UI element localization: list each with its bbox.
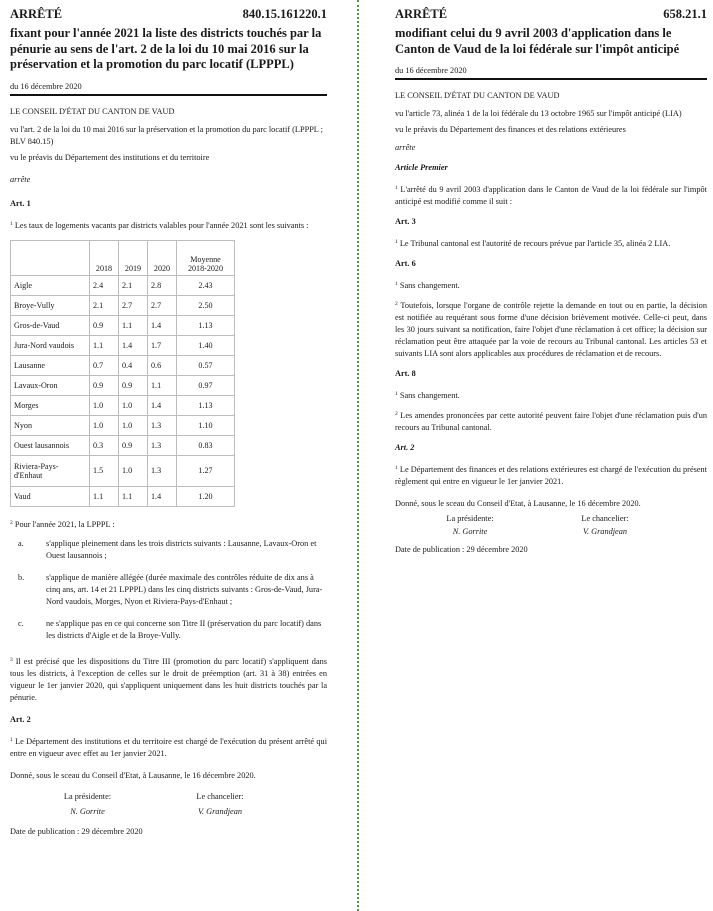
rate-cell: 2.1 [119, 275, 148, 295]
rate-cell: 0.3 [90, 435, 119, 455]
table-row [11, 486, 235, 506]
article-6-paragraph-2: $^2$ Toutefois, lorsque l'organe de contrôle rejette la demande en tout ou en partie, la décision est notifiée au requérant sous forme d'une décision brièvement motivée. Celle-ci peut, dans les 30 jours suivant sa notification, faire l'objet d'une réclamation à cet office; la décision sur réclamation peut être attaquée par la voie de recours au Tribunal cantonal. Les articles 53 et suivants LIA sont alors applicables aux procédures de réclamation et de recours. [395, 301, 707, 358]
decree-title: modifiant celui du 9 avril 2003 d'application dans le Canton de Vaud de la loi fédérale sur l'impôt anticipé [395, 26, 680, 56]
rate-cell: 1.0 [119, 395, 148, 415]
table-row [11, 335, 235, 355]
table-header-cell: 2019 [119, 240, 148, 275]
signature-labels [10, 792, 327, 801]
rate-cell: 1.13 [177, 395, 235, 415]
vacancy-rates-table [10, 240, 235, 507]
list-text: s'applique de manière allégée (durée maximale des contrôles réduite de dix ans à cinq ans, art. 14 et 21 LPPPL) dans les cinq districts suivants : Gros-de-Vaud, Jura-Nord vaudois, Morges, Nyon et Riviera-Pays-d'Enhaut ; [46, 572, 323, 606]
application-list [10, 538, 327, 642]
given-under-seal: Donné, sous le sceau du Conseil d'Etat, à Lausanne, le 16 décembre 2020. [10, 770, 256, 780]
left-decree [10, 0, 327, 838]
rate-cell: 1.0 [90, 395, 119, 415]
decrees: arrête [395, 143, 416, 152]
president-label: La présidente: [446, 514, 494, 523]
article-1-paragraph-2: $^2$ Pour l'année 2021, la LPPPL : [10, 519, 115, 529]
whereas-1: vu l'article 73, alinéa 1 de la loi fédérale du 13 octobre 1965 sur l'impôt anticipé (LIA) [395, 109, 682, 118]
rate-cell: 1.1 [119, 315, 148, 335]
decree-date: du 16 décembre 2020 [395, 66, 707, 80]
article-6-title: Art. 6 [395, 259, 416, 268]
article-2-title: Art. 2 [395, 443, 415, 452]
rate-cell: 1.10 [177, 415, 235, 435]
table-row [11, 315, 235, 335]
list-letter: a. [18, 538, 24, 548]
article-1-paragraph-1: $^1$ Les taux de logements vacants par districts valables pour l'année 2021 sont les suivants : [10, 220, 309, 230]
rate-cell: 1.4 [148, 315, 177, 335]
article-8-paragraph-2: $^2$ Les amendes prononcées par cette autorité peuvent faire l'objet d'une réclamation puis d'un recours au Tribunal cantonal. [395, 411, 707, 432]
president-name: N. Gorrite [70, 806, 105, 816]
district-cell: Morges [11, 395, 90, 415]
whereas-1: vu l'art. 2 de la loi du 10 mai 2016 sur la préservation et la promotion du parc locatif (LPPPL ; BLV 840.15) [10, 124, 323, 146]
chancellor-label: Le chancelier: [581, 514, 629, 523]
chancellor-name: V. Grandjean [197, 806, 243, 816]
district-cell: Broye-Vully [11, 295, 90, 315]
rate-cell: 2.7 [148, 295, 177, 315]
rate-cell: 2.43 [177, 275, 235, 295]
table-row [11, 295, 235, 315]
signature-names [395, 527, 707, 536]
article-2-title: Art. 2 [10, 714, 31, 724]
table-row [11, 415, 235, 435]
rate-cell: 1.1 [148, 375, 177, 395]
table-row [11, 395, 235, 415]
rate-cell: 1.20 [177, 486, 235, 506]
table-header-cell: Moyenne 2018-2020 [177, 240, 235, 275]
column-separator [357, 0, 359, 911]
table-header-cell: 2018 [90, 240, 119, 275]
table-row [11, 275, 235, 295]
rate-cell: 1.7 [148, 335, 177, 355]
rate-cell: 2.8 [148, 275, 177, 295]
authority: LE CONSEIL D'ÉTAT DU CANTON DE VAUD [395, 91, 560, 100]
article-3-paragraph-1: $^1$ Le Tribunal cantonal est l'autorité de recours prévue par l'article 35, alinéa 2 LIA. [395, 239, 671, 248]
signature-names [10, 807, 327, 816]
rate-cell: 1.4 [148, 486, 177, 506]
article-premier-paragraph-1: $^1$ L'arrêté du 9 avril 2003 d'application dans le Canton de Vaud de la loi fédérale sur l'impôt anticipé est modifié comme il suit : [395, 185, 707, 206]
article-8-title: Art. 8 [395, 369, 416, 378]
list-item [10, 572, 327, 608]
rate-cell: 2.50 [177, 295, 235, 315]
rate-cell: 2.1 [90, 295, 119, 315]
district-cell: Vaud [11, 486, 90, 506]
rate-cell: 1.4 [148, 395, 177, 415]
authority: LE CONSEIL D'ÉTAT DU CANTON DE VAUD [10, 106, 175, 116]
rate-cell: 1.13 [177, 315, 235, 335]
decree-number: 840.15.161220.1 [242, 7, 327, 21]
rate-cell: 0.9 [90, 375, 119, 395]
rate-cell: 1.4 [119, 335, 148, 355]
article-1-paragraph-3: $^3$ Il est précisé que les dispositions du Titre III (promotion du parc locatif) s'appliquent dans tous les districts, à l'exception de celles sur le droit de préemption (art. 31 à 38) entrées en vigueur le 1er janvier 2020, qui s'appliquent uniquement dans les huit districts touchés par la pénurie. [10, 656, 328, 702]
given-under-seal: Donné, sous le sceau du Conseil d'Etat, à Lausanne, le 16 décembre 2020. [395, 499, 641, 508]
rate-cell: 1.5 [90, 455, 119, 486]
decree-label: ARRÊTÉ [10, 7, 63, 21]
list-text: s'applique pleinement dans les trois districts suivants : Lausanne, Lavaux-Oron et Ouest lausannois ; [46, 538, 317, 560]
district-cell: Riviera-Pays-d'Enhaut [11, 455, 90, 486]
decree-title: fixant pour l'année 2021 la liste des districts touchés par la pénurie au sens de l'art. 2 de la loi du 10 mai 2016 sur la préservation et la promotion du parc locatif (LPPPL) [10, 26, 322, 71]
decree-number: 658.21.1 [663, 7, 707, 21]
article-2-paragraph-1: $^1$ Le Département des finances et des relations extérieures est chargé de l'exécution du présent règlement qui entre en vigueur le 1er janvier 2021. [395, 465, 707, 486]
table-body [11, 275, 235, 506]
rate-cell: 0.9 [119, 375, 148, 395]
publication-date: Date de publication : 29 décembre 2020 [10, 826, 143, 836]
rate-cell: 1.3 [148, 455, 177, 486]
rate-cell: 0.7 [90, 355, 119, 375]
district-cell: Nyon [11, 415, 90, 435]
right-decree [395, 0, 707, 556]
rate-cell: 0.4 [119, 355, 148, 375]
table-header-cell: 2020 [148, 240, 177, 275]
rate-cell: 1.3 [148, 415, 177, 435]
chancellor-label: Le chancelier: [196, 791, 244, 801]
district-cell: Lausanne [11, 355, 90, 375]
article-2-paragraph-1: $^1$ Le Département des institutions et du territoire est chargé de l'exécution du présent arrêté qui entre en vigueur avec effet au 1er janvier 2021. [10, 736, 327, 758]
rate-cell: 0.83 [177, 435, 235, 455]
whereas-2: vu le préavis du Département des finances et des relations extérieures [395, 125, 626, 134]
article-1-title: Art. 1 [10, 198, 31, 208]
decree-header [395, 7, 707, 22]
article-8-paragraph-1: $^1$ Sans changement. [395, 391, 460, 400]
rate-cell: 1.1 [119, 486, 148, 506]
article-6-paragraph-1: $^1$ Sans changement. [395, 281, 460, 290]
table-row [11, 435, 235, 455]
president-name: N. Gorrite [452, 527, 488, 536]
rate-cell: 1.1 [90, 335, 119, 355]
rate-cell: 1.40 [177, 335, 235, 355]
list-letter: b. [18, 572, 25, 582]
rate-cell: 0.97 [177, 375, 235, 395]
decree-header [10, 7, 327, 22]
table-header-row [11, 240, 235, 275]
table-row [11, 455, 235, 486]
signature-labels [395, 514, 707, 523]
district-cell: Jura-Nord vaudois [11, 335, 90, 355]
list-item [10, 618, 327, 642]
article-3-title: Art. 3 [395, 217, 416, 226]
publication-date: Date de publication : 29 décembre 2020 [395, 545, 528, 554]
rate-cell: 0.9 [90, 315, 119, 335]
rate-cell: 0.9 [119, 435, 148, 455]
district-cell: Ouest lausannois [11, 435, 90, 455]
rate-cell: 0.57 [177, 355, 235, 375]
whereas-2: vu le préavis du Département des institutions et du territoire [10, 152, 210, 162]
decrees: arrête [10, 174, 31, 184]
district-cell: Lavaux-Oron [11, 375, 90, 395]
rate-cell: 0.6 [148, 355, 177, 375]
list-letter: c. [18, 618, 24, 628]
table-row [11, 375, 235, 395]
rate-cell: 1.0 [90, 415, 119, 435]
chancellor-name: V. Grandjean [582, 527, 628, 536]
list-text: ne s'applique pas en ce qui concerne son Titre II (préservation du parc locatif) dans les districts d'Aigle et de la Broye-Vully. [46, 618, 322, 640]
rate-cell: 1.1 [90, 486, 119, 506]
district-cell: Aigle [11, 275, 90, 295]
list-item [10, 538, 327, 562]
president-label: La présidente: [63, 791, 112, 801]
rate-cell: 1.27 [177, 455, 235, 486]
district-cell: Gros-de-Vaud [11, 315, 90, 335]
table-row [11, 355, 235, 375]
rate-cell: 1.0 [119, 455, 148, 486]
rate-cell: 1.3 [148, 435, 177, 455]
decree-label: ARRÊTÉ [395, 7, 448, 21]
rate-cell: 1.0 [119, 415, 148, 435]
decree-date: du 16 décembre 2020 [10, 82, 327, 96]
article-premier-title: Article Premier [395, 163, 448, 172]
rate-cell: 2.4 [90, 275, 119, 295]
table-header-cell [11, 240, 90, 275]
rate-cell: 2.7 [119, 295, 148, 315]
